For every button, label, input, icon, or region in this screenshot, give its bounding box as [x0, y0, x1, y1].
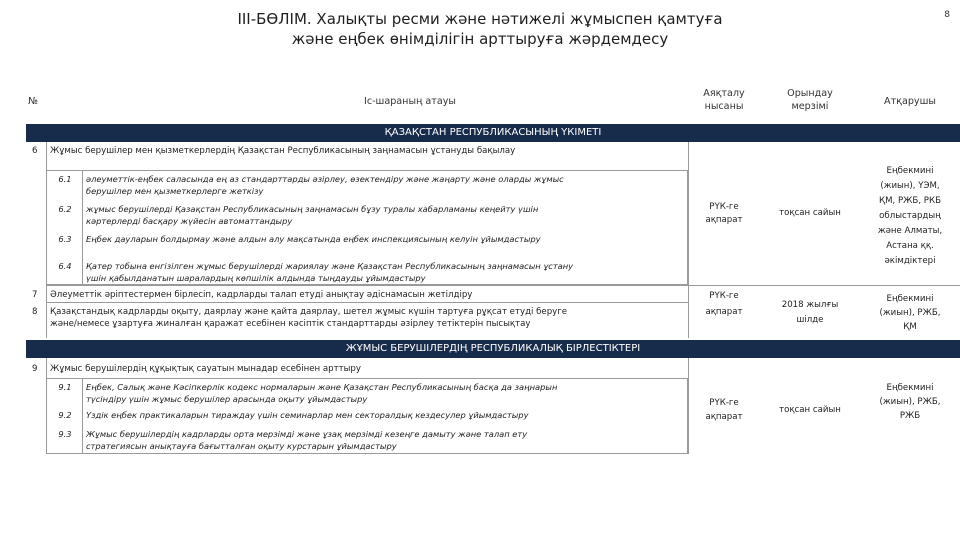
row-78-form-2: ақпарат: [705, 307, 743, 317]
row-6-executor-line: Еңбекмині: [886, 166, 934, 176]
row-6-text: Жұмыс берушілер мен қызметкерлердің Қазақстан Республикасының заңнамасын ұстануды бақылау: [50, 146, 516, 156]
section-band-employers: ЖҰМЫС БЕРУШІЛЕРДІҢ РЕСПУБЛИКАЛЫҚ БІРЛЕСТІКТЕРІ: [26, 340, 960, 358]
row-8-line-2: және/немесе ұзартуға жиналған қаражат есебінен кәсіптік стандарттарды әзірлеу тетіктерін пысықтау: [50, 319, 531, 329]
row-9-form-1: РҮК-ге: [709, 398, 739, 408]
sub-6-2-line-1: жұмыс берушілерді Қазақстан Республикасының заңнамасын бұзу туралы хабарламаны кеңейту үшін: [86, 204, 539, 214]
row-7-text: Әлеуметтік әріптестермен бірлесіп, кадрларды талап етуді анықтау әдіснамасын жетілдіру: [50, 290, 473, 300]
sub-9-1-line-2: түсіндіру үшін жұмыс берушілер арасында оқыту ұйымдастыру: [86, 394, 368, 404]
sub-6-2-line-2: кәртерлерді басқару жүйесін автоматтандыру: [86, 216, 293, 226]
page-title-line-1: III-БӨЛІМ. Халықты ресми және нәтижелі жұмыспен қамтуға: [237, 10, 723, 28]
row-9-deadline: тоқсан сайын: [779, 405, 841, 415]
header-executor: Атқарушы: [884, 96, 936, 107]
spacer: [688, 80, 689, 81]
sub-6-1-line-2: берушілер мен қызметкерлерге жеткізу: [86, 186, 264, 196]
row-9-text: Жұмыс берушілердің құқықтық сауатын мынадар есебінен арттыру: [50, 364, 361, 374]
sub-9-2-line-1: Үздік еңбек практикаларын тираждау үшін семинарлар мен секторалдық кездесулер ұйымдастыру: [86, 410, 529, 420]
section-band-government: ҚАЗАҚСТАН РЕСПУБЛИКАСЫНЫҢ ҮКІМЕТІ: [26, 124, 960, 142]
sub-6-3-num: 6.3: [58, 234, 72, 244]
row-6-executor-line: және Алматы,: [877, 226, 943, 236]
header-form-1: Аяқталу: [703, 88, 745, 99]
header-num: №: [28, 96, 38, 107]
sub-6-4-line-2: үшін қабылданатын шаралардың көпшілік алдында тыңдауды ұйымдастыру: [86, 273, 426, 283]
row-8-line-1: Қазақстандық кадрларды оқыту, даярлау және қайта даярлау, шетел жұмыс күшін тартуға рұқсат етуді беруге: [50, 307, 568, 317]
page-title-line-2: және еңбек өнімділігін арттыруға жәрдемдесу: [291, 30, 669, 48]
row-6-num: 6: [32, 146, 38, 156]
row-6-executor-line: облыстардың: [879, 211, 941, 221]
header-name: Іс-шараның атауы: [363, 96, 457, 107]
row-78-deadline-1: 2018 жылғы: [781, 300, 839, 310]
row-6-form-2: ақпарат: [705, 215, 743, 225]
row-6-executor-line: әкімдіктері: [884, 256, 936, 266]
row-78-executor-line: Еңбекмині: [886, 294, 934, 304]
row-7-num: 7: [32, 290, 38, 300]
sub-6-4-line-1: Қатер тобына енгізілген жұмыс берушілерді жариялау және Қазақстан Республикасының заңнамасын ұстану: [86, 261, 574, 271]
row-6-executor-line: Астана ққ.: [886, 241, 934, 251]
row-9-num: 9: [32, 364, 38, 374]
row-6-executor-line: (жиын), ҮЭМ,: [880, 181, 940, 191]
sub-6-1-line-1: әлеуметтік-еңбек саласында ең аз стандарттарды әзірлеу, өзектендіру және жаңарту және оларды жұмыс: [86, 174, 564, 184]
sub-6-3-line-1: Еңбек дауларын болдырмау және алдын алу мақсатында еңбек инспекциясының келуін ұйымдастыру: [86, 234, 541, 244]
sub-9-1-num: 9.1: [58, 382, 72, 392]
column-divider: [82, 170, 83, 285]
row-78-executor-line: (жиын), РЖБ,: [879, 308, 941, 318]
row-6-deadline: тоқсан сайын: [779, 208, 841, 218]
row-9-executor-line: Еңбекмині: [886, 383, 934, 393]
column-divider: [82, 378, 83, 454]
row-divider: [46, 285, 688, 286]
header-form-2: нысаны: [704, 101, 744, 112]
row-divider: [688, 285, 960, 286]
header-deadline-2: мерзімі: [791, 101, 829, 112]
sub-9-3-num: 9.3: [58, 429, 72, 439]
sub-6-1-num: 6.1: [58, 174, 72, 184]
row-8-num: 8: [32, 307, 38, 317]
sub-9-2-num: 9.2: [58, 410, 72, 420]
header-deadline-1: Орындау: [787, 88, 833, 99]
row-9-executor-line: РЖБ: [899, 411, 921, 421]
sub-6-4-num: 6.4: [58, 261, 72, 271]
row-9-executor-line: (жиын), РЖБ,: [879, 397, 941, 407]
row-78-deadline-2: шілде: [796, 315, 824, 325]
row-6-executor-line: ҚМ, РЖБ, РКБ: [879, 196, 941, 206]
sub-9-3-line-2: стратегиясын анықтауға бағытталған оқыту курстарын ұйымдастыру: [86, 441, 397, 451]
row-78-executor-line: ҚМ: [903, 322, 917, 332]
row-divider: [46, 302, 688, 303]
sub-9-1-line-1: Еңбек, Салық және Кәсіпкерлік кодекс нормаларын және Қазақстан Республикасының басқа да заңнарын: [86, 382, 558, 392]
row-9-form-2: ақпарат: [705, 412, 743, 422]
page-number: 8: [944, 10, 950, 20]
row-78-form-1: РҮК-ге: [709, 291, 739, 301]
sub-9-3-line-1: Жұмыс берушілердің кадрларды орта мерзімді және ұзақ мерзімді кезеңге дамыту және талап ету: [86, 429, 528, 439]
sub-6-2-num: 6.2: [58, 204, 72, 214]
row-6-form-1: РҮК-ге: [709, 202, 739, 212]
